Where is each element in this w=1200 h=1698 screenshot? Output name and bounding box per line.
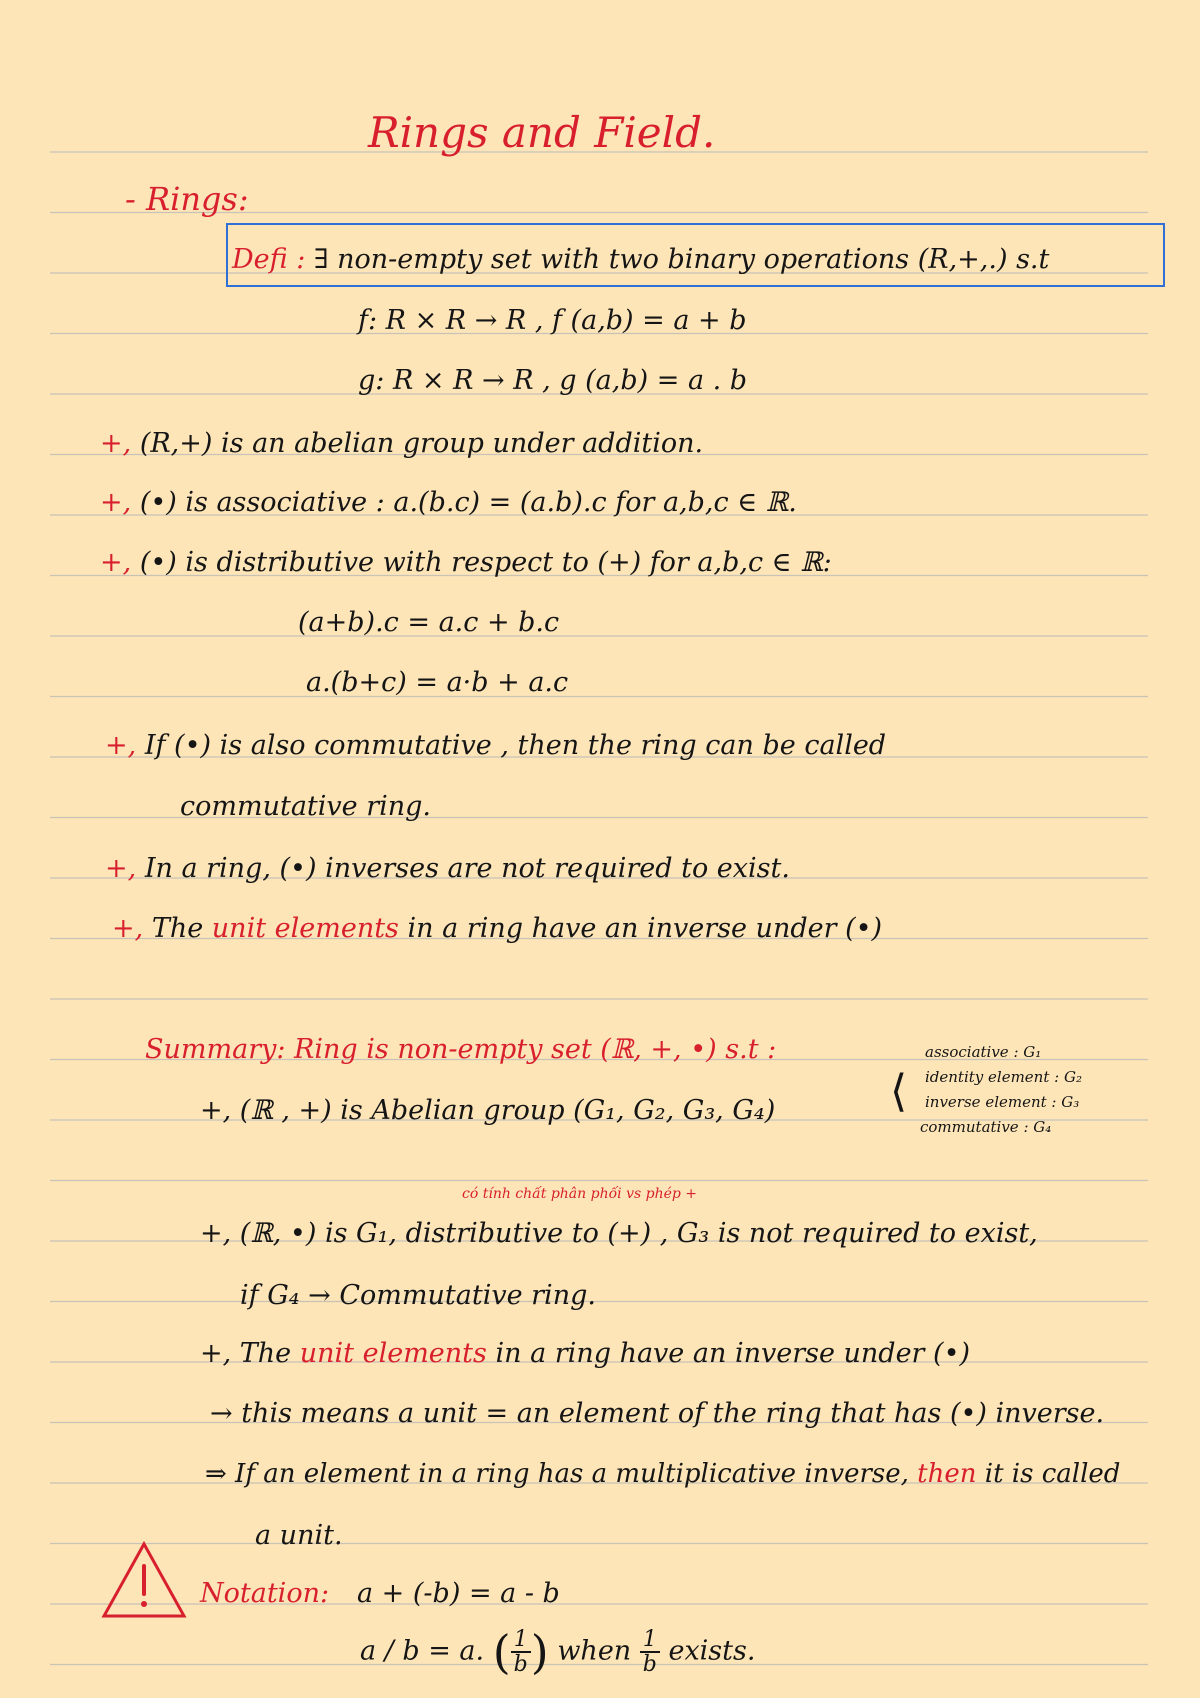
fraction-denominator: b xyxy=(513,1652,528,1678)
fraction-one-over-b xyxy=(511,1628,531,1676)
inverse-note xyxy=(105,855,790,882)
property-associative xyxy=(100,489,797,516)
rings-heading: - Rings: xyxy=(125,180,249,218)
summary-heading: Summary: Ring is non-empty set (ℝ, +, •) s.t : xyxy=(145,1034,777,1065)
side-note-commutative: commutative : G₄ xyxy=(920,1118,1052,1136)
summary-abelian: +, (ℝ , +) is Abelian group (G₁, G₂, G₃, G₄) xyxy=(200,1095,776,1126)
unit-highlight: unit elements xyxy=(299,1338,487,1369)
page-title: Rings and Field. xyxy=(368,108,716,157)
summary-commutative: if G₄ → Commutative ring. xyxy=(240,1280,596,1311)
exists-word: exists. xyxy=(668,1635,756,1667)
side-note-inverse: inverse element : G₃ xyxy=(925,1093,1080,1111)
bullet: +, xyxy=(100,547,132,578)
notation-division xyxy=(360,1625,756,1680)
definition-label: Defi : xyxy=(232,244,306,275)
close-paren: ) xyxy=(530,1625,549,1680)
notation-subtraction: a + (-b) = a - b xyxy=(357,1578,560,1609)
unit-before: The xyxy=(151,913,204,944)
fraction-one-over-b-2 xyxy=(640,1628,660,1676)
distributive-left: a.(b+c) = a·b + a.c xyxy=(306,667,569,698)
implies-after: it is called xyxy=(984,1459,1121,1489)
side-note-associative: associative : G₁ xyxy=(925,1043,1042,1061)
summary-implies xyxy=(205,1461,1120,1487)
commutative-ring-word: commutative ring. xyxy=(180,791,432,822)
unit-after: in a ring have an inverse under (•) xyxy=(407,913,883,944)
implies-highlight: then xyxy=(917,1459,977,1489)
commutative-text: If (•) is also commutative , then the ring can be called xyxy=(144,730,887,761)
unit-note xyxy=(112,915,882,942)
division-lhs: a / b = a. xyxy=(360,1635,485,1667)
bracket-arrow-icon: ⟨ xyxy=(890,1066,908,1117)
definition-line xyxy=(232,246,1049,273)
property-text: (•) is associative : a.(b.c) = (a.b).c for a,b,c ∈ ℝ. xyxy=(139,487,797,518)
property-text: (•) is distributive with respect to (+) for a,b,c ∈ ℝ: xyxy=(139,547,832,578)
bullet: +, xyxy=(105,853,137,884)
map-f: f: R × R → R , f (a,b) = a + b xyxy=(358,305,747,336)
summary-multiplication: +, (ℝ, •) is G₁, distributive to (+) , G₃ is not required to exist, xyxy=(200,1218,1038,1249)
distributive-right: (a+b).c = a.c + b.c xyxy=(298,607,560,638)
property-abelian xyxy=(100,430,703,457)
bullet: +, xyxy=(100,487,132,518)
property-text: (R,+) is an abelian group under addition. xyxy=(139,428,704,459)
map-g: g: R × R → R , g (a,b) = a . b xyxy=(358,365,748,396)
when-word: when xyxy=(557,1635,632,1667)
unit-after: in a ring have an inverse under (•) xyxy=(495,1338,971,1369)
property-distributive xyxy=(100,549,832,576)
bullet: +, xyxy=(100,428,132,459)
summary-unit xyxy=(200,1340,970,1367)
implies-before: ⇒ If an element in a ring has a multiplicative inverse, xyxy=(205,1459,909,1489)
open-paren: ( xyxy=(492,1625,511,1680)
notation-label: Notation: xyxy=(200,1578,330,1609)
fraction-numerator: 1 xyxy=(640,1628,660,1653)
unit-before: +, The xyxy=(200,1338,292,1369)
unit-word: a unit. xyxy=(255,1520,343,1551)
warning-triangle-icon xyxy=(100,1540,188,1620)
bullet: +, xyxy=(105,730,137,761)
side-note-identity: identity element : G₂ xyxy=(925,1068,1082,1086)
definition-text: ∃ non-empty set with two binary operations (R,+,.) s.t xyxy=(313,244,1050,275)
bullet: +, xyxy=(112,913,144,944)
unit-highlight: unit elements xyxy=(211,913,399,944)
inverse-text: In a ring, (•) inverses are not required to exist. xyxy=(144,853,790,884)
vietnamese-annotation: có tính chất phân phối vs phép + xyxy=(462,1186,698,1202)
summary-means: → this means a unit = an element of the ring that has (•) inverse. xyxy=(210,1398,1105,1429)
commutative-note xyxy=(105,732,886,759)
fraction-numerator: 1 xyxy=(511,1628,531,1653)
fraction-denominator: b xyxy=(642,1652,657,1678)
